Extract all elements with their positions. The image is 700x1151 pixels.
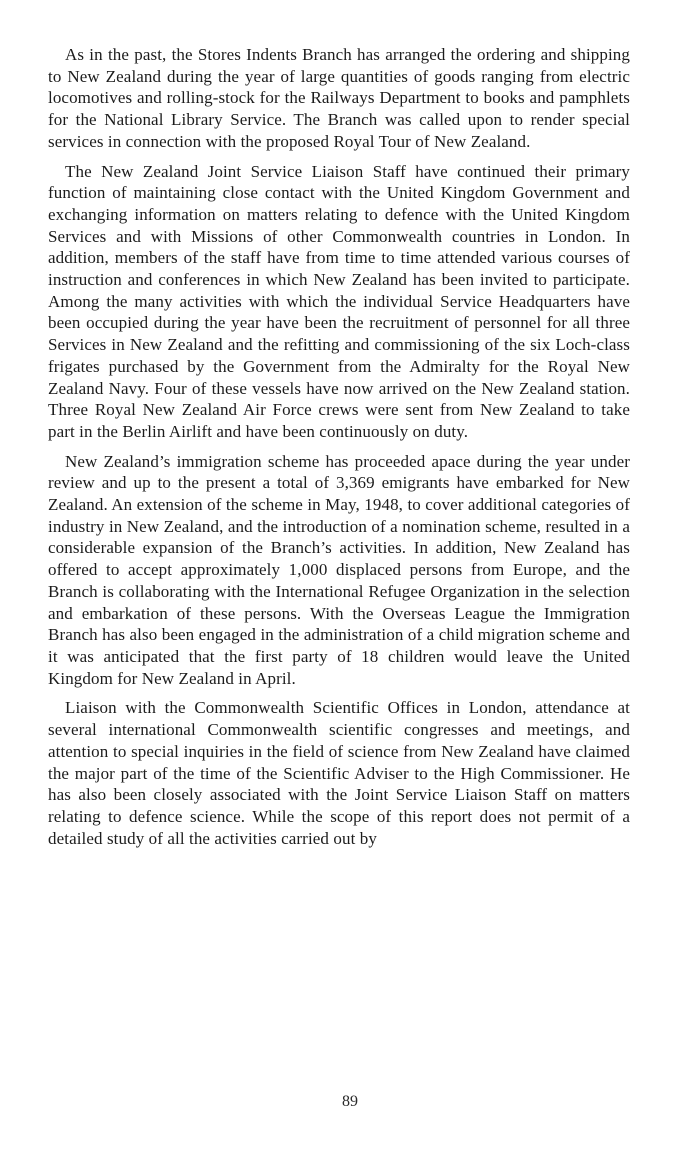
paragraph-stores-indents: As in the past, the Stores Indents Branch has arranged the ordering and shipping to New Zealand during the year of large quantities of goods ranging from electric locomotives and rolling-stock for the Railways Department to books and pamphlets for the National Library Service. The Branch was called upon to render special services in connection with the proposed Royal Tour of New Zealand.	[48, 45, 630, 151]
paragraph-scientific-offices: Liaison with the Commonwealth Scientific Offices in London, attendance at several international Commonwealth scientific congresses and meetings, and attention to special inquiries in the field of science from New Zealand have claimed the major part of the time of the Scientific Adviser to the High Commissioner. He has also been closely associated with the Joint Service Liaison Staff on matters relating to defence science. While the scope of this report does not permit of a detailed study of all the activities carried out by	[48, 698, 630, 848]
page-number: 89	[342, 1093, 358, 1110]
page-body	[48, 44, 630, 857]
paragraph-joint-service-liaison: The New Zealand Joint Service Liaison Staff have continued their primary function of maintaining close contact with the United Kingdom Government and exchanging information on matters relating to defence with the United Kingdom Services and with Missions of other Commonwealth countries in London. In addition, members of the staff have from time to time attended various courses of instruction and conferences in which New Zealand has been invited to participate. Among the many activities with which the individual Service Headquarters have been occupied during the year have been the recruitment of personnel for all three Services in New Zealand and the refitting and commissioning of the six Loch-class frigates purchased by the Government from the Admiralty for the Royal New Zealand Navy. Four of these vessels have now arrived on the New Zealand station. Three Royal New Zealand Air Force crews were sent from New Zealand to take part in the Berlin Airlift and have been continuously on duty.	[48, 161, 630, 441]
paragraph-immigration-scheme: New Zealand’s immigration scheme has proceeded apace during the year under review and up to the present a total of 3,369 emigrants have embarked for New Zealand. An extension of the scheme in May, 1948, to cover additional categories of industry in New Zealand, and the introduction of a nomination scheme, resulted in a considerable expansion of the Branch’s activities. In addition, New Zealand has offered to accept approximately 1,000 displaced persons from Europe, and the Branch is collaborating with the International Refugee Organization in the selection and embarkation of these persons. With the Overseas League the Immigration Branch has also been engaged in the administration of a child migration scheme and it was anticipated that the first party of 18 children would leave the United Kingdom for New Zealand in April.	[48, 451, 630, 688]
